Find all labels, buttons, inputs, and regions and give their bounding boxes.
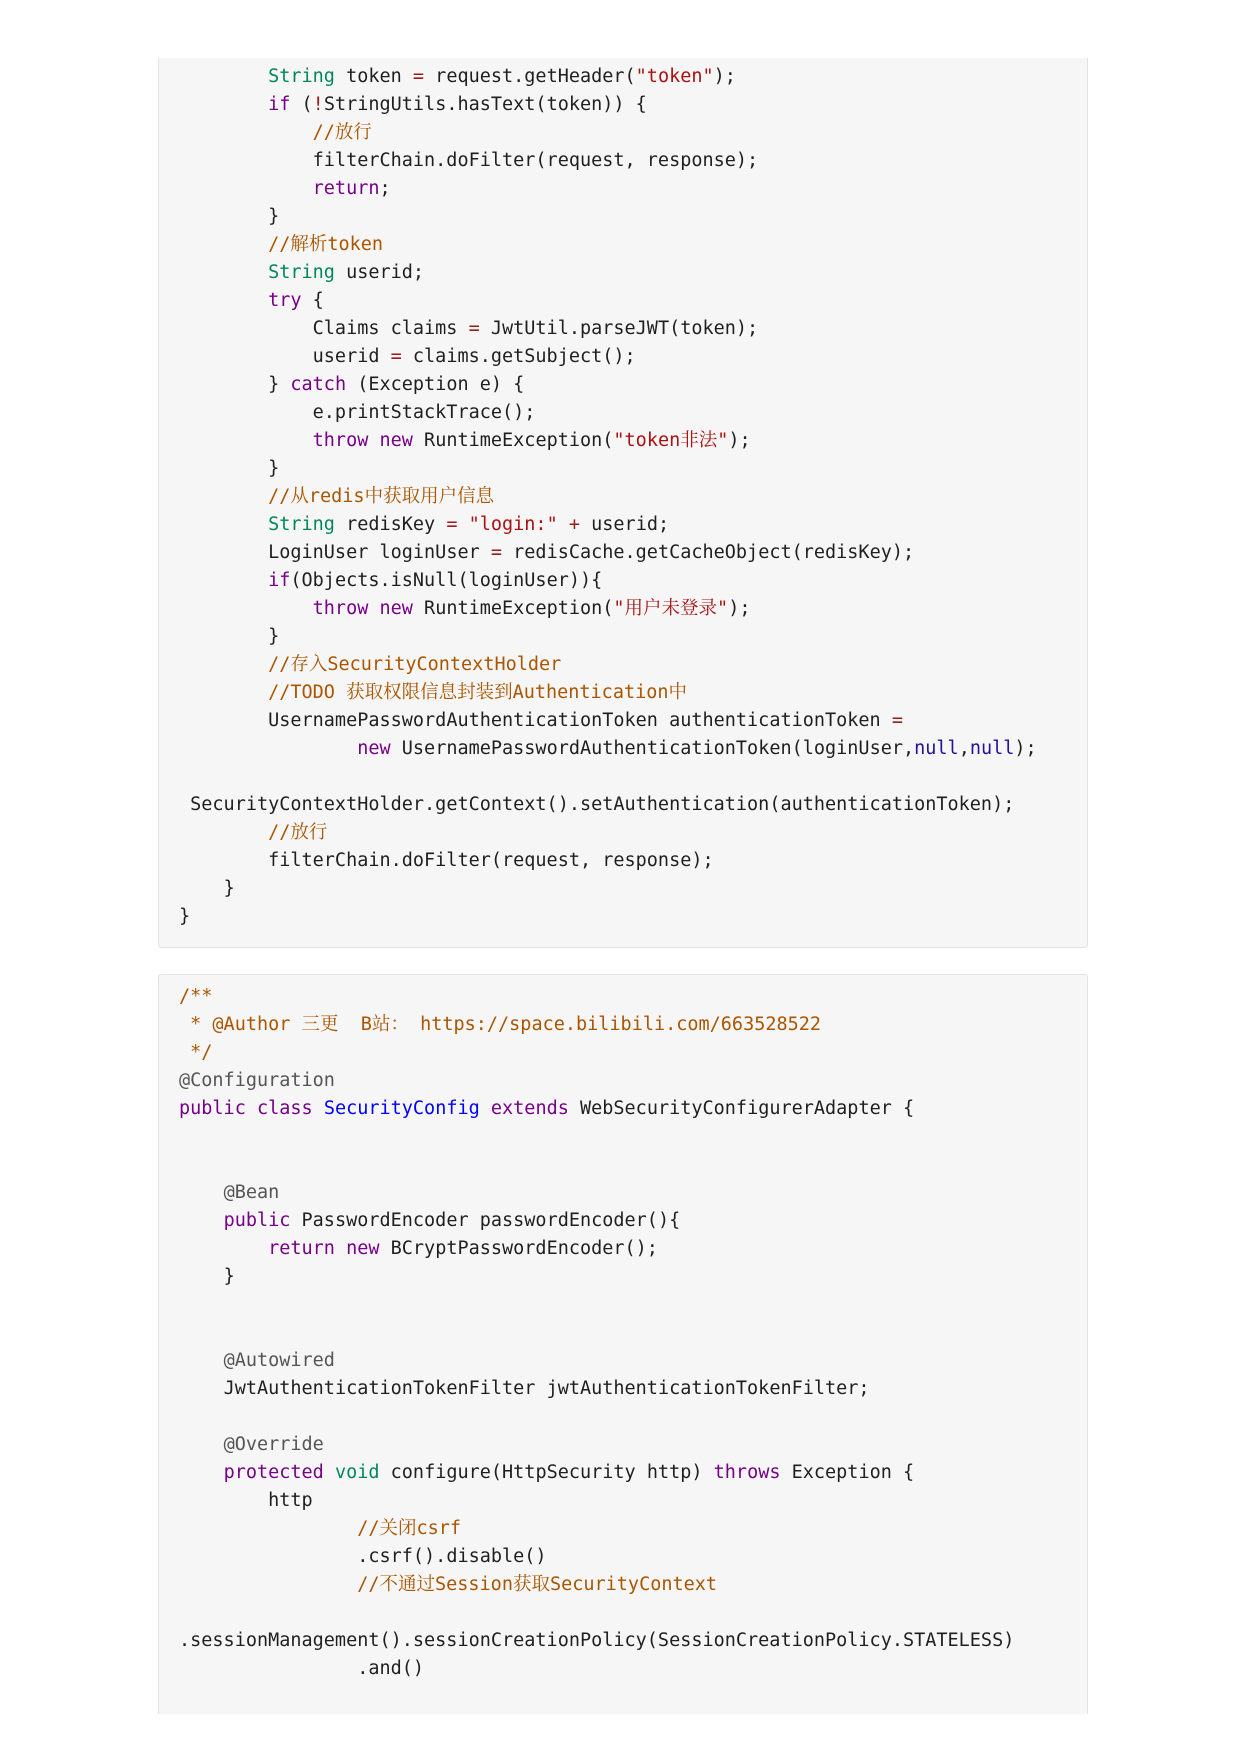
indent <box>179 738 357 759</box>
code-token: } <box>268 374 291 395</box>
code-token: throws <box>713 1462 781 1483</box>
code-token: throw <box>312 598 369 619</box>
indent <box>179 542 268 563</box>
code-line <box>179 1039 1077 1067</box>
code-token: */ <box>179 1042 213 1063</box>
code-token: = <box>390 346 402 367</box>
code-token: @Override <box>223 1434 324 1455</box>
indent <box>179 1378 224 1399</box>
code-token: "login:" <box>468 514 558 535</box>
code-lines <box>179 983 1077 1683</box>
code-token: = <box>446 514 458 535</box>
code-line <box>179 623 1077 651</box>
code-token: public <box>179 1098 246 1119</box>
code-token: if <box>268 94 291 115</box>
indent <box>179 94 268 115</box>
code-line <box>179 175 1077 203</box>
indent <box>179 654 268 675</box>
code-line <box>179 679 1077 707</box>
indent <box>179 1546 357 1567</box>
code-line <box>179 1487 1077 1515</box>
code-line <box>179 763 1077 791</box>
code-line <box>179 903 1077 931</box>
code-token: throw <box>312 430 369 451</box>
code-line <box>179 315 1077 343</box>
code-line <box>179 203 1077 231</box>
code-line <box>179 1291 1077 1319</box>
code-line <box>179 1655 1077 1683</box>
code-token: //不通过Session获取SecurityContext <box>357 1574 718 1595</box>
indent <box>179 1266 224 1287</box>
indent <box>179 1518 357 1539</box>
indent <box>179 682 268 703</box>
code-line <box>179 1151 1077 1179</box>
code-token <box>368 430 379 451</box>
indent <box>179 122 313 143</box>
code-token: = <box>490 542 503 563</box>
code-token: = <box>891 710 903 731</box>
indent <box>179 430 313 451</box>
indent <box>179 234 268 255</box>
code-token: UsernamePasswordAuthenticationToken authenticationToken <box>268 710 892 731</box>
code-token: String <box>268 66 335 87</box>
code-line <box>179 147 1077 175</box>
code-token <box>324 1462 335 1483</box>
indent <box>179 290 268 311</box>
code-block-security-config <box>158 974 1088 1714</box>
code-token: .and() <box>357 1658 425 1679</box>
code-token: new <box>346 1238 380 1259</box>
code-token: configure(HttpSecurity http) <box>379 1462 714 1483</box>
code-token: "token非法" <box>613 430 729 451</box>
indent <box>179 878 224 899</box>
code-token <box>313 1098 324 1119</box>
indent <box>179 794 190 815</box>
code-line <box>179 119 1077 147</box>
code-line <box>179 1515 1077 1543</box>
code-line <box>179 1263 1077 1291</box>
indent <box>179 1462 224 1483</box>
code-line <box>179 399 1077 427</box>
code-token <box>480 1098 491 1119</box>
code-token: userid; <box>580 514 670 535</box>
code-token: WebSecurityConfigurerAdapter { <box>568 1098 915 1119</box>
indent <box>179 206 268 227</box>
code-token: //关闭csrf <box>357 1518 462 1539</box>
code-line <box>179 483 1077 511</box>
code-line <box>179 1403 1077 1431</box>
indent <box>179 402 313 423</box>
code-token: } <box>179 906 191 927</box>
code-token: Exception { <box>780 1462 915 1483</box>
code-token: { <box>301 290 324 311</box>
code-token: = <box>468 318 480 339</box>
code-line <box>179 1627 1077 1655</box>
code-line <box>179 1375 1077 1403</box>
code-line <box>179 1431 1077 1459</box>
code-token: } <box>223 878 235 899</box>
code-token: catch <box>290 374 347 395</box>
code-token: return <box>312 178 380 199</box>
code-line <box>179 1207 1077 1235</box>
indent <box>179 598 313 619</box>
code-token: JwtUtil.parseJWT(token); <box>479 318 759 339</box>
code-line <box>179 791 1077 819</box>
code-token: new <box>357 738 391 759</box>
code-token: RuntimeException( <box>412 598 614 619</box>
code-token <box>457 514 468 535</box>
indent <box>179 486 268 507</box>
indent <box>179 570 268 591</box>
code-token: , <box>958 738 970 759</box>
code-line <box>179 1179 1077 1207</box>
code-token: //解析token <box>268 234 384 255</box>
code-lines <box>179 63 1077 931</box>
code-token: filterChain.doFilter(request, response); <box>312 150 759 171</box>
code-token: return <box>268 1238 335 1259</box>
code-line <box>179 651 1077 679</box>
code-token: String <box>268 514 335 535</box>
code-token: userid; <box>334 262 425 283</box>
code-token: @Bean <box>223 1182 280 1203</box>
code-token: try <box>268 290 302 311</box>
code-token: ; <box>379 178 391 199</box>
code-line <box>179 371 1077 399</box>
code-line <box>179 1067 1077 1095</box>
indent <box>179 262 268 283</box>
code-token: //TODO 获取权限信息封装到Authentication中 <box>268 682 688 703</box>
indent <box>179 1574 357 1595</box>
indent <box>179 178 313 199</box>
code-line <box>179 1011 1077 1039</box>
code-token: null <box>914 738 959 759</box>
code-line <box>179 1235 1077 1263</box>
code-token: RuntimeException( <box>412 430 614 451</box>
indent <box>179 458 268 479</box>
code-token <box>558 514 569 535</box>
code-line <box>179 819 1077 847</box>
code-token: PasswordEncoder passwordEncoder(){ <box>290 1210 681 1231</box>
code-token: userid <box>312 346 391 367</box>
code-token: String <box>268 262 335 283</box>
code-token: } <box>268 458 280 479</box>
code-token: + <box>568 514 580 535</box>
code-token: http <box>268 1490 313 1511</box>
code-token: Claims claims <box>312 318 469 339</box>
code-token: ); <box>713 66 736 87</box>
code-token: .sessionManagement().sessionCreationPolicy(SessionCreationPolicy.STATELESS) <box>179 1630 1015 1651</box>
code-line <box>179 455 1077 483</box>
code-token: null <box>969 738 1015 759</box>
code-token: ); <box>728 598 751 619</box>
code-token: e.printStackTrace(); <box>312 402 536 423</box>
code-token: JwtAuthenticationTokenFilter jwtAuthenticationTokenFilter; <box>223 1378 870 1399</box>
code-line <box>179 63 1077 91</box>
code-token: new <box>379 598 413 619</box>
code-token: //从redis中获取用户信息 <box>268 486 495 507</box>
code-token: public <box>223 1210 291 1231</box>
code-token: new <box>379 430 413 451</box>
indent <box>179 850 268 871</box>
code-token <box>335 1238 346 1259</box>
code-line <box>179 427 1077 455</box>
indent <box>179 1238 268 1259</box>
code-line <box>179 875 1077 903</box>
code-token: = <box>412 66 425 87</box>
code-line <box>179 1123 1077 1151</box>
code-token <box>368 598 379 619</box>
code-token: } <box>268 206 280 227</box>
code-token: extends <box>490 1098 569 1119</box>
indent <box>179 514 268 535</box>
code-line <box>179 511 1077 539</box>
indent <box>179 1210 224 1231</box>
code-line <box>179 983 1077 1011</box>
code-token: filterChain.doFilter(request, response); <box>268 850 714 871</box>
indent <box>179 66 268 87</box>
code-token <box>246 1098 257 1119</box>
indent <box>179 1350 224 1371</box>
code-line <box>179 231 1077 259</box>
indent <box>179 822 268 843</box>
code-token: } <box>223 1266 235 1287</box>
code-line <box>179 1543 1077 1571</box>
code-token: ); <box>728 430 751 451</box>
code-line <box>179 707 1077 735</box>
indent <box>179 150 313 171</box>
code-line <box>179 343 1077 371</box>
code-token: @Autowired <box>223 1350 335 1371</box>
code-token: /** <box>179 986 213 1007</box>
indent <box>179 318 313 339</box>
code-line <box>179 847 1077 875</box>
code-line <box>179 1571 1077 1599</box>
code-line <box>179 259 1077 287</box>
code-token: class <box>256 1098 313 1119</box>
code-token: StringUtils.hasText(token)) { <box>323 94 647 115</box>
code-token: claims.getSubject(); <box>401 346 636 367</box>
code-line <box>179 1599 1077 1627</box>
code-token: * @Author 三更 B站： https://space.bilibili.com/663528522 <box>179 1014 822 1035</box>
indent <box>179 1434 224 1455</box>
code-token: @Configuration <box>179 1070 335 1091</box>
code-token: if <box>268 570 291 591</box>
code-token: //放行 <box>312 122 372 143</box>
code-token: redisKey <box>334 514 447 535</box>
code-token: .csrf().disable() <box>357 1546 547 1567</box>
code-token: //存入SecurityContextHolder <box>268 654 562 675</box>
code-token: ( <box>290 94 313 115</box>
code-token: (Exception e) { <box>346 374 525 395</box>
code-token: SecurityConfig <box>323 1098 480 1119</box>
code-token: LoginUser loginUser <box>268 542 491 563</box>
code-block-jwt-filter <box>158 58 1088 948</box>
code-token: request.getHeader( <box>424 66 636 87</box>
code-line <box>179 1347 1077 1375</box>
code-token: (Objects.isNull(loginUser)){ <box>290 570 603 591</box>
indent <box>179 374 268 395</box>
indent <box>179 1182 224 1203</box>
code-token: protected <box>223 1462 324 1483</box>
code-token: "用户未登录" <box>613 598 729 619</box>
code-token: void <box>334 1462 380 1483</box>
code-token: ! <box>312 94 324 115</box>
code-token: } <box>268 626 280 647</box>
code-token: redisCache.getCacheObject(redisKey); <box>502 542 915 563</box>
code-token: UsernamePasswordAuthenticationToken(loginUser, <box>390 738 915 759</box>
code-line <box>179 539 1077 567</box>
code-token: ); <box>1014 738 1037 759</box>
code-token: token <box>334 66 413 87</box>
code-line <box>179 1095 1077 1123</box>
code-line <box>179 595 1077 623</box>
code-line <box>179 91 1077 119</box>
code-token: BCryptPasswordEncoder(); <box>379 1238 658 1259</box>
indent <box>179 346 313 367</box>
code-token: //放行 <box>268 822 328 843</box>
code-line <box>179 287 1077 315</box>
code-line <box>179 735 1077 763</box>
code-line <box>179 567 1077 595</box>
indent <box>179 626 268 647</box>
code-token: "token" <box>635 66 714 87</box>
code-token: SecurityContextHolder.getContext().setAuthentication(authenticationToken); <box>190 794 1015 815</box>
indent <box>179 710 268 731</box>
code-line <box>179 1319 1077 1347</box>
indent <box>179 1658 357 1679</box>
indent <box>179 1490 268 1511</box>
code-line <box>179 1459 1077 1487</box>
